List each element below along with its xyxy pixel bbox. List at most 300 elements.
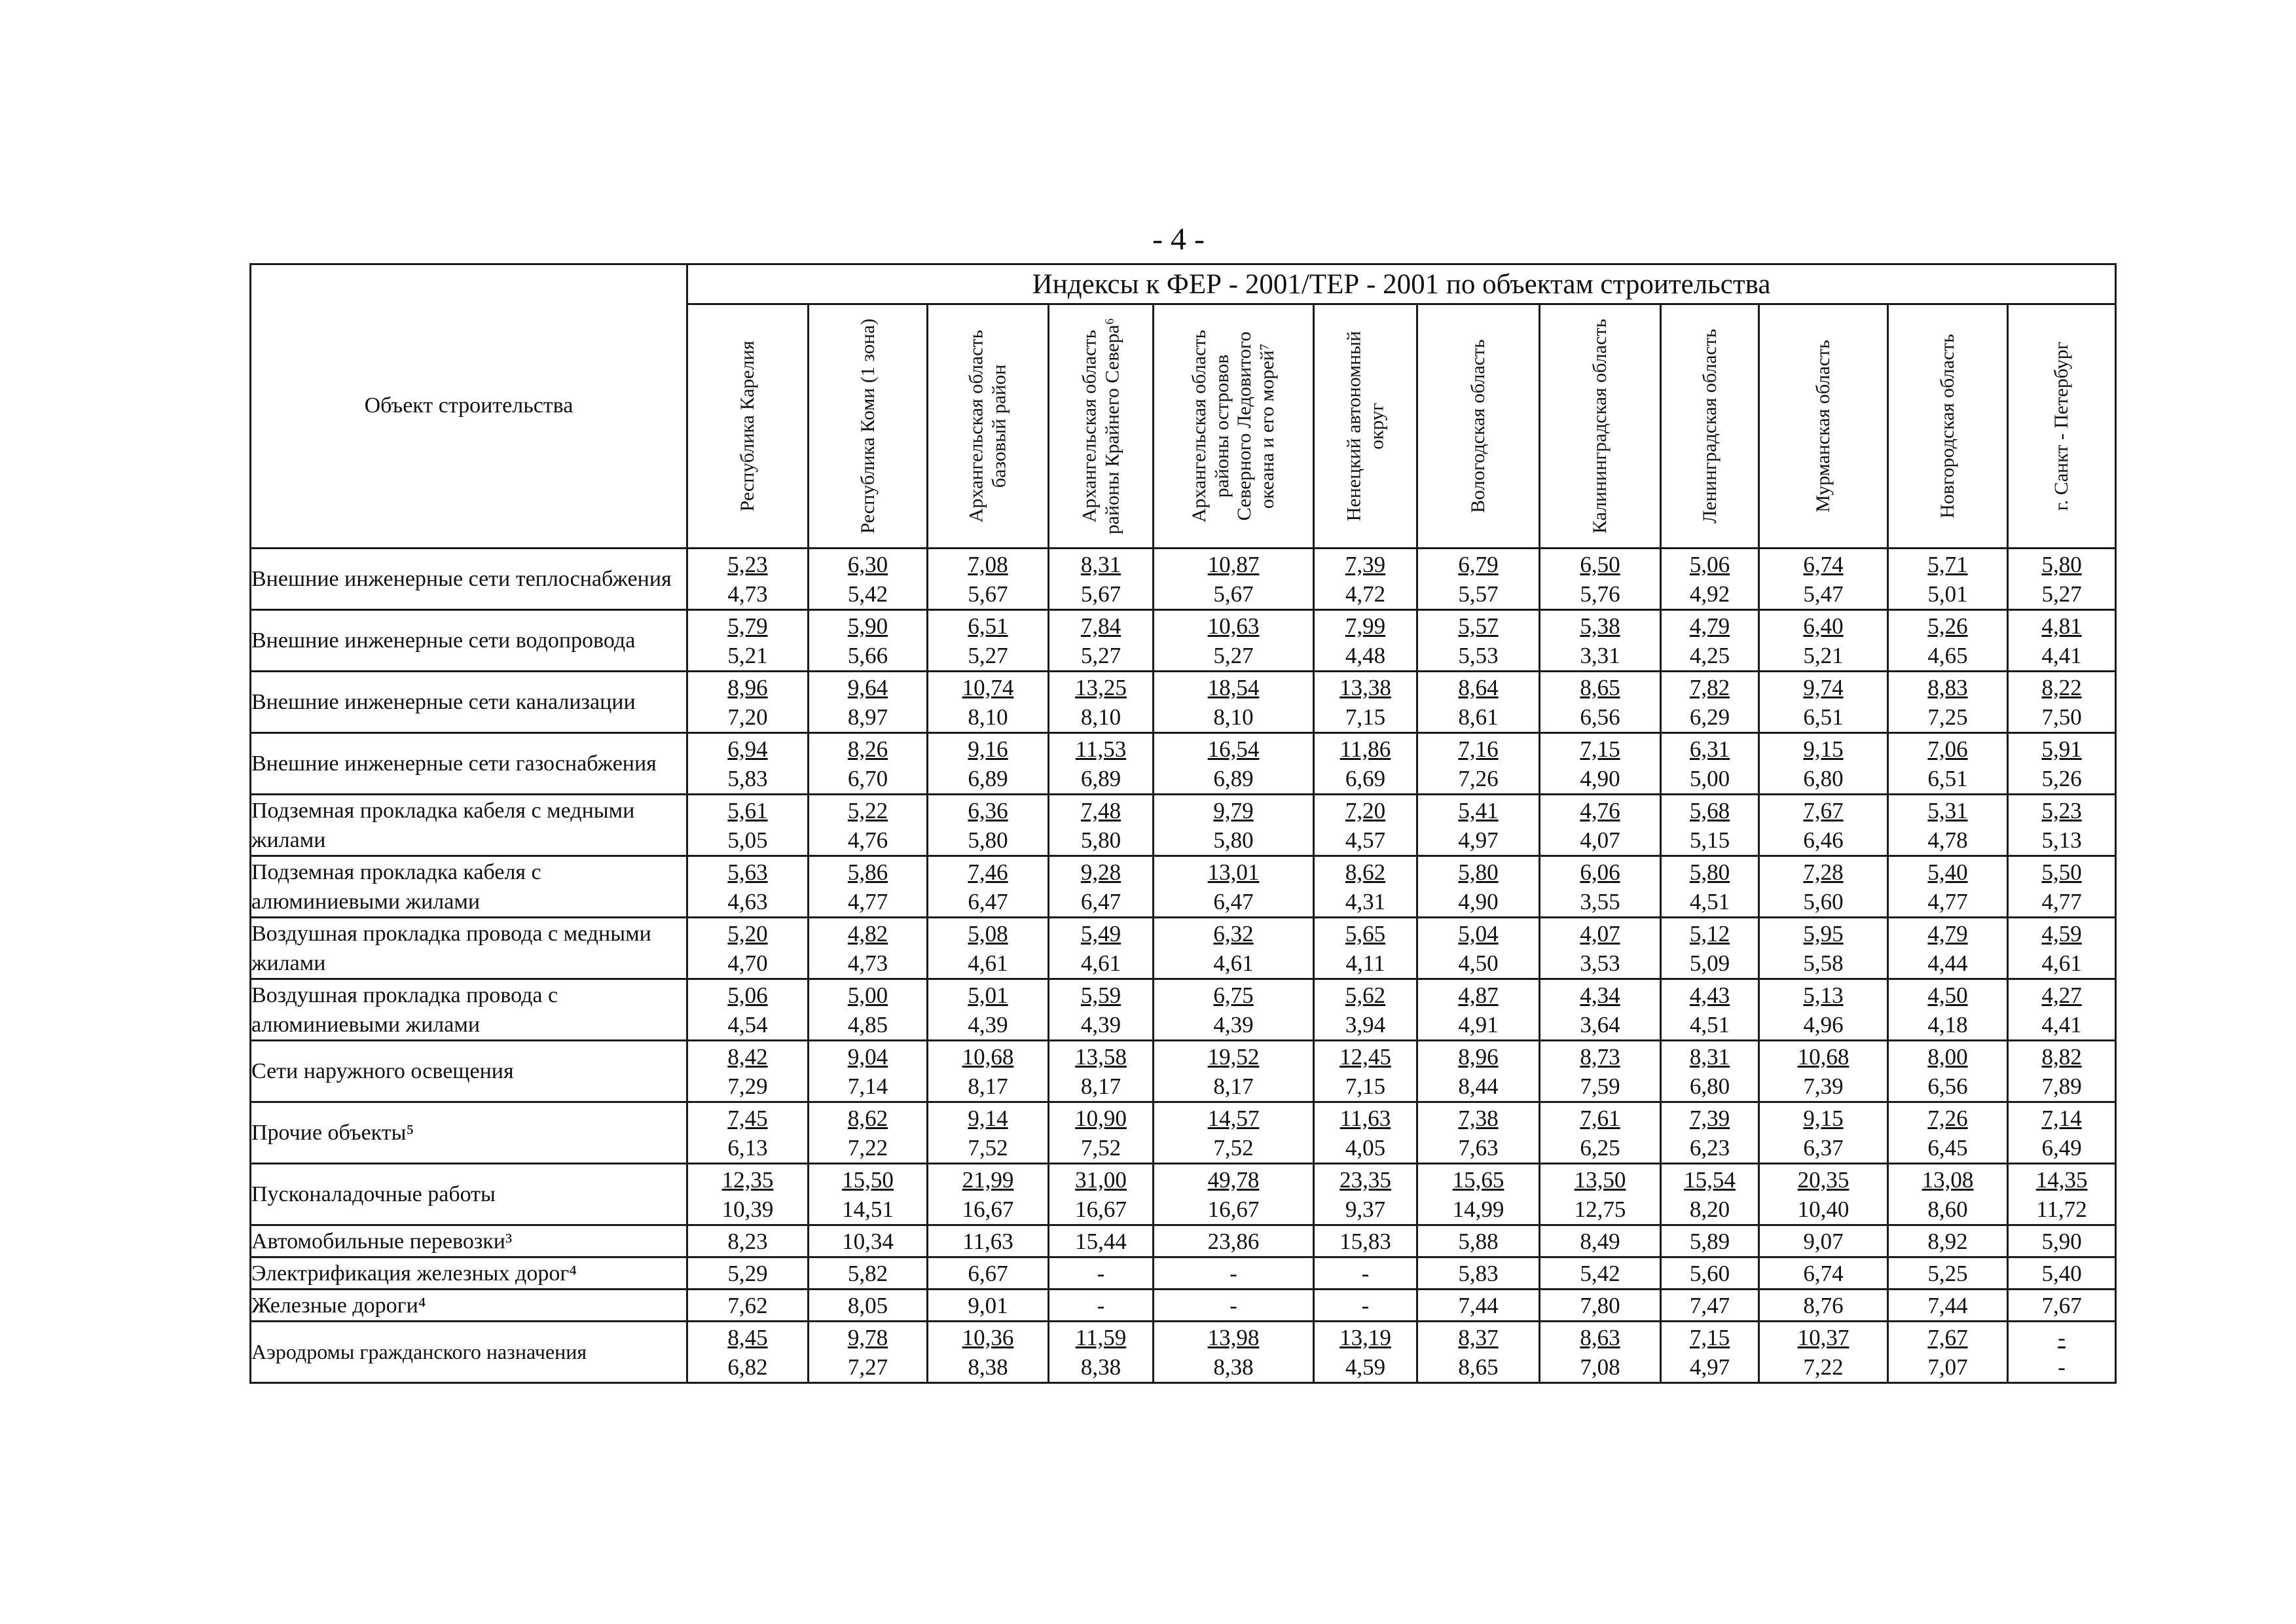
value: 5,40 — [2041, 1260, 2082, 1286]
value-cell — [1154, 918, 1314, 979]
value-top: 18,54 — [1207, 674, 1260, 700]
value-bottom: 4,65 — [1927, 642, 1968, 668]
value: 9,01 — [968, 1292, 1008, 1318]
value-top: 5,95 — [1803, 920, 1844, 947]
value-cell — [1888, 918, 2008, 979]
value-cell — [2008, 549, 2116, 610]
value-bottom: 4,72 — [1345, 581, 1386, 607]
value-top: 8,62 — [1345, 859, 1386, 885]
value-bottom: 14,99 — [1452, 1196, 1504, 1222]
value-top: 5,00 — [847, 982, 888, 1008]
value-bottom: 6,69 — [1345, 765, 1386, 791]
value-cell — [1759, 979, 1888, 1041]
value-bottom: 5,01 — [1927, 581, 1968, 607]
value-bottom: 5,67 — [1080, 581, 1121, 607]
value-cell — [1417, 1322, 1540, 1383]
value: 8,92 — [1927, 1228, 1968, 1254]
value-bottom: 5,27 — [968, 642, 1008, 668]
value-cell — [928, 1041, 1049, 1102]
value-cell — [1314, 856, 1417, 918]
value-bottom: 5,80 — [1213, 827, 1254, 853]
value-cell — [1661, 979, 1759, 1041]
region-header-label: Ненецкий автономный округ — [1343, 331, 1387, 522]
value-top: 7,67 — [1803, 797, 1844, 823]
value-top: 13,38 — [1339, 674, 1391, 700]
value-cell — [1759, 549, 1888, 610]
value-cell — [1154, 1102, 1314, 1164]
value-cell — [928, 672, 1049, 733]
value-top: 5,41 — [1458, 797, 1499, 823]
value-cell — [1759, 610, 1888, 672]
value-top: 7,08 — [968, 551, 1008, 577]
value-top: 8,31 — [1689, 1043, 1730, 1070]
value-cell — [1049, 1225, 1154, 1257]
row-label: Подземная прокладка кабеля с алюминиевыми жилами — [251, 856, 687, 918]
value-cell — [1888, 856, 2008, 918]
value-bottom: 8,10 — [1080, 704, 1121, 730]
value-bottom: 5,66 — [847, 642, 888, 668]
page-number: - 4 - — [1152, 222, 1205, 257]
value-cell — [1417, 795, 1540, 856]
value-bottom: 4,25 — [1689, 642, 1730, 668]
region-header-label: Архангельская область районы Крайнего Севера⁶ — [1078, 317, 1123, 535]
value-bottom: 7,52 — [1080, 1134, 1121, 1161]
value-top: 5,65 — [1345, 920, 1386, 947]
value-top: 5,80 — [1689, 859, 1730, 885]
value-bottom: 7,20 — [727, 704, 768, 730]
value-top: 5,57 — [1458, 613, 1499, 639]
value-top: 5,31 — [1927, 797, 1968, 823]
value-bottom: 6,56 — [1927, 1073, 1968, 1099]
value-cell — [1154, 610, 1314, 672]
value-top: 4,87 — [1458, 982, 1499, 1008]
value-bottom: 6,23 — [1689, 1134, 1730, 1161]
row-label: Внешние инженерные сети теплоснабжения — [251, 549, 687, 610]
value-cell — [1540, 733, 1661, 795]
value-cell — [1417, 1290, 1540, 1322]
value-top: 8,83 — [1927, 674, 1968, 700]
value-cell — [809, 795, 928, 856]
value: 7,44 — [1458, 1292, 1499, 1318]
value: - — [1361, 1260, 1370, 1286]
value-top: 10,74 — [962, 674, 1014, 700]
value-top: 6,32 — [1213, 920, 1254, 947]
value-cell — [2008, 672, 2116, 733]
value: 7,47 — [1689, 1292, 1730, 1318]
table-row — [251, 549, 2116, 610]
value-bottom: 4,73 — [847, 950, 888, 976]
value-cell — [928, 979, 1049, 1041]
value-top: 12,35 — [721, 1166, 774, 1193]
value-bottom: 5,26 — [2041, 765, 2082, 791]
value-cell — [809, 1290, 928, 1322]
value-cell — [2008, 1257, 2116, 1290]
value-bottom: 6,80 — [1803, 765, 1844, 791]
value-cell — [1049, 1164, 1154, 1225]
value-bottom: 4,05 — [1345, 1134, 1386, 1161]
value-top: 8,37 — [1458, 1324, 1499, 1350]
value-cell — [1888, 1041, 2008, 1102]
value-bottom: 7,29 — [727, 1073, 768, 1099]
table-row — [251, 1225, 2116, 1257]
value-top: 7,45 — [727, 1105, 768, 1131]
value-top: 8,45 — [727, 1324, 768, 1350]
value-top: 5,90 — [847, 613, 888, 639]
value-bottom: 6,13 — [727, 1134, 768, 1161]
value-bottom: 5,60 — [1803, 888, 1844, 914]
value-bottom: 4,70 — [727, 950, 768, 976]
value-cell — [1049, 979, 1154, 1041]
value-bottom: 8,38 — [1080, 1354, 1121, 1380]
value-top: 7,28 — [1803, 859, 1844, 885]
value-cell — [2008, 733, 2116, 795]
value: 23,86 — [1207, 1228, 1260, 1254]
value-top: 5,62 — [1345, 982, 1386, 1008]
value-cell — [1417, 979, 1540, 1041]
value-cell — [2008, 1322, 2116, 1383]
value-top: 10,68 — [962, 1043, 1014, 1070]
region-header-label: Архангельская область базовый район — [965, 329, 1010, 523]
value-bottom: 6,46 — [1803, 827, 1844, 853]
value-top: 5,61 — [727, 797, 768, 823]
value: 8,23 — [727, 1228, 768, 1254]
value-top: 21,99 — [962, 1166, 1014, 1193]
value-cell — [1661, 1322, 1759, 1383]
value-bottom: 5,42 — [847, 581, 888, 607]
value-top: 5,13 — [1803, 982, 1844, 1008]
value-top: 13,01 — [1207, 859, 1260, 885]
value-top: 9,79 — [1213, 797, 1254, 823]
value-top: 4,07 — [1580, 920, 1620, 947]
value-cell — [809, 1102, 928, 1164]
value-top: 10,87 — [1207, 551, 1260, 577]
value-bottom: 16,67 — [1075, 1196, 1127, 1222]
value-top: 8,62 — [847, 1105, 888, 1131]
value-top: 9,04 — [847, 1043, 888, 1070]
value-cell — [1314, 979, 1417, 1041]
row-label: Пусконаладочные работы — [251, 1164, 687, 1225]
value-cell — [1049, 918, 1154, 979]
value-cell — [687, 1225, 809, 1257]
value-bottom: 5,76 — [1580, 581, 1620, 607]
table-row — [251, 856, 2116, 918]
value-top: 5,79 — [727, 613, 768, 639]
row-label: Внешние инженерные сети канализации — [251, 672, 687, 733]
value-cell — [809, 610, 928, 672]
value-cell — [1049, 1102, 1154, 1164]
value-cell — [1154, 549, 1314, 610]
region-header-label: Новгородская область — [1936, 334, 1958, 518]
value-top: 4,79 — [1927, 920, 1968, 947]
value: 6,67 — [968, 1260, 1008, 1286]
value: 5,90 — [2041, 1228, 2082, 1254]
value-top: 7,14 — [2041, 1105, 2082, 1131]
value-top: 6,40 — [1803, 613, 1844, 639]
value-top: 5,91 — [2041, 736, 2082, 762]
value-cell — [1314, 1102, 1417, 1164]
value-cell — [687, 1290, 809, 1322]
value-cell — [809, 856, 928, 918]
value-cell — [1049, 733, 1154, 795]
value-top: 8,31 — [1080, 551, 1121, 577]
value-top: 7,39 — [1689, 1105, 1730, 1131]
value-bottom: 6,25 — [1580, 1134, 1620, 1161]
value-bottom: 6,29 — [1689, 704, 1730, 730]
value-top: 4,59 — [2041, 920, 2082, 947]
value-bottom: 11,72 — [2036, 1196, 2087, 1222]
value-top: 7,46 — [968, 859, 1008, 885]
value-bottom: 8,38 — [1213, 1354, 1254, 1380]
value-bottom: 4,51 — [1689, 888, 1730, 914]
value-top: 10,90 — [1075, 1105, 1127, 1131]
value-cell — [1888, 1257, 2008, 1290]
value-top: 20,35 — [1797, 1166, 1850, 1193]
region-header — [1661, 304, 1759, 549]
value-bottom: 10,39 — [721, 1196, 774, 1222]
table-row — [251, 1322, 2116, 1383]
value-cell — [1417, 1257, 1540, 1290]
table-row — [251, 1290, 2116, 1322]
value-bottom: 5,00 — [1689, 765, 1730, 791]
value-top: 5,08 — [968, 920, 1008, 947]
region-header-label: Архангельская область районы островов Северного Ледовитого океана и его морей⁷ — [1188, 329, 1278, 523]
region-header-label: Ленинградская область — [1698, 329, 1721, 524]
value-cell — [687, 733, 809, 795]
value-cell — [1540, 1225, 1661, 1257]
value-cell — [1759, 1041, 1888, 1102]
value-cell — [1759, 1290, 1888, 1322]
value-bottom: 4,61 — [968, 950, 1008, 976]
value-cell — [1417, 1225, 1540, 1257]
value-top: 13,25 — [1075, 674, 1127, 700]
value-cell — [1888, 672, 2008, 733]
value-top: 5,01 — [968, 982, 1008, 1008]
value-top: 6,94 — [727, 736, 768, 762]
value-bottom: 7,22 — [847, 1134, 888, 1161]
value-bottom: 6,47 — [1213, 888, 1254, 914]
value-top: 8,26 — [847, 736, 888, 762]
value-cell — [1540, 1257, 1661, 1290]
value-top: 9,15 — [1803, 736, 1844, 762]
value-cell — [809, 1041, 928, 1102]
value-bottom: 5,53 — [1458, 642, 1499, 668]
value-top: 4,81 — [2041, 613, 2082, 639]
value-top: 11,59 — [1075, 1324, 1127, 1350]
value-cell — [809, 979, 928, 1041]
value-bottom: 5,67 — [968, 581, 1008, 607]
region-header-label: Калининградская область — [1588, 318, 1611, 534]
value: 5,25 — [1927, 1260, 1968, 1286]
value: 15,44 — [1075, 1228, 1127, 1254]
value-cell — [1540, 1322, 1661, 1383]
row-label: Подземная прокладка кабеля с медными жилами — [251, 795, 687, 856]
value-bottom: 4,39 — [1213, 1011, 1254, 1038]
value-bottom: 5,21 — [1803, 642, 1844, 668]
value-cell — [1540, 672, 1661, 733]
value-top: 5,22 — [847, 797, 888, 823]
value: 8,49 — [1580, 1228, 1620, 1254]
value-top: 10,63 — [1207, 613, 1260, 639]
value-bottom: 3,64 — [1580, 1011, 1620, 1038]
value-cell — [1759, 856, 1888, 918]
value-cell — [1049, 1290, 1154, 1322]
region-header — [1759, 304, 1888, 549]
value-cell — [687, 979, 809, 1041]
value: 10,34 — [842, 1228, 894, 1254]
table-row — [251, 1102, 2116, 1164]
value-top: 7,39 — [1345, 551, 1386, 577]
value-top: 8,22 — [2041, 674, 2082, 700]
value-cell — [1314, 610, 1417, 672]
value-bottom: 7,89 — [2041, 1073, 2082, 1099]
value-bottom: 5,09 — [1689, 950, 1730, 976]
table-row — [251, 1164, 2116, 1225]
value-cell — [809, 549, 928, 610]
value-cell — [809, 918, 928, 979]
value: 11,63 — [962, 1228, 1013, 1254]
value-bottom: 4,77 — [847, 888, 888, 914]
value-cell — [1049, 549, 1154, 610]
value-top: 6,36 — [968, 797, 1008, 823]
region-header — [1154, 304, 1314, 549]
value-cell — [687, 918, 809, 979]
value-top: 6,50 — [1580, 551, 1620, 577]
value-bottom: 5,83 — [727, 765, 768, 791]
value-cell — [1417, 549, 1540, 610]
value-bottom: 6,89 — [1080, 765, 1121, 791]
value-cell — [687, 795, 809, 856]
value-cell — [928, 733, 1049, 795]
value-bottom: 8,10 — [968, 704, 1008, 730]
value-top: 9,16 — [968, 736, 1008, 762]
value-top: 6,31 — [1689, 736, 1730, 762]
value-bottom: 5,47 — [1803, 581, 1844, 607]
value-cell — [1661, 1257, 1759, 1290]
value-bottom: 4,07 — [1580, 827, 1620, 853]
value-bottom: 4,31 — [1345, 888, 1386, 914]
value-bottom: 4,51 — [1689, 1011, 1730, 1038]
value-cell — [1661, 1225, 1759, 1257]
value-cell — [1049, 856, 1154, 918]
value-top: 13,08 — [1922, 1166, 1974, 1193]
value-top: 5,80 — [1458, 859, 1499, 885]
value-cell — [1759, 1322, 1888, 1383]
value-bottom: 6,89 — [968, 765, 1008, 791]
region-header — [1417, 304, 1540, 549]
value-top: 5,04 — [1458, 920, 1499, 947]
value-bottom: 6,70 — [847, 765, 888, 791]
value-bottom: 4,50 — [1458, 950, 1499, 976]
value-bottom: 7,07 — [1927, 1354, 1968, 1380]
value-top: 5,06 — [1689, 551, 1730, 577]
value-top: 7,61 — [1580, 1105, 1620, 1131]
value-top: 5,71 — [1927, 551, 1968, 577]
value-bottom: 6,89 — [1213, 765, 1254, 791]
value-bottom: 8,10 — [1213, 704, 1254, 730]
value-cell — [809, 1257, 928, 1290]
value-bottom: 6,82 — [727, 1354, 768, 1380]
row-label: Прочие объекты⁵ — [251, 1102, 687, 1164]
value-bottom: 7,14 — [847, 1073, 888, 1099]
value-top: 11,53 — [1075, 736, 1127, 762]
value-cell — [687, 1041, 809, 1102]
value-cell — [1888, 610, 2008, 672]
value-top: 5,26 — [1927, 613, 1968, 639]
value-top: 8,63 — [1580, 1324, 1620, 1350]
value-bottom: 6,47 — [968, 888, 1008, 914]
value-bottom: 4,92 — [1689, 581, 1730, 607]
value-top: 7,16 — [1458, 736, 1499, 762]
value-bottom: 8,61 — [1458, 704, 1499, 730]
value-cell — [1154, 733, 1314, 795]
value-cell — [1540, 918, 1661, 979]
value: 6,74 — [1803, 1260, 1844, 1286]
value-cell — [1417, 1041, 1540, 1102]
value-top: 8,42 — [727, 1043, 768, 1070]
value-cell — [1540, 1041, 1661, 1102]
value: - — [1097, 1292, 1105, 1318]
value-top: 8,96 — [1458, 1043, 1499, 1070]
value: 7,44 — [1927, 1292, 1968, 1318]
value-bottom: 4,41 — [2041, 642, 2082, 668]
value-top: 4,50 — [1927, 982, 1968, 1008]
value-bottom: 4,96 — [1803, 1011, 1844, 1038]
table-row — [251, 918, 2116, 979]
region-header — [1888, 304, 2008, 549]
value: 5,88 — [1458, 1228, 1499, 1254]
value-cell — [1540, 1164, 1661, 1225]
value-cell — [1314, 1322, 1417, 1383]
value-cell — [2008, 1041, 2116, 1102]
value-cell — [1314, 1225, 1417, 1257]
value-bottom: 10,40 — [1797, 1196, 1850, 1222]
value-cell — [1888, 549, 2008, 610]
value-cell — [1888, 1225, 2008, 1257]
value-cell — [1540, 795, 1661, 856]
value-bottom: 6,56 — [1580, 704, 1620, 730]
value-bottom: 7,52 — [1213, 1134, 1254, 1161]
value-cell — [1049, 672, 1154, 733]
value-bottom: 7,39 — [1803, 1073, 1844, 1099]
value-cell — [809, 1225, 928, 1257]
table-row — [251, 979, 2116, 1041]
value: 5,89 — [1689, 1228, 1730, 1254]
value-bottom: 4,61 — [1213, 950, 1254, 976]
value-top: 7,67 — [1927, 1324, 1968, 1350]
value-top: 10,68 — [1797, 1043, 1850, 1070]
value-bottom: 5,15 — [1689, 827, 1730, 853]
value-top: 8,96 — [727, 674, 768, 700]
row-label: Внешние инженерные сети водопровода — [251, 610, 687, 672]
value-top: 5,23 — [727, 551, 768, 577]
row-label: Железные дороги⁴ — [251, 1290, 687, 1322]
value-bottom: 4,85 — [847, 1011, 888, 1038]
value-cell — [1661, 1102, 1759, 1164]
value-bottom: 7,08 — [1580, 1354, 1620, 1380]
value-cell — [1661, 610, 1759, 672]
value-top: 9,14 — [968, 1105, 1008, 1131]
value-bottom: 8,17 — [1213, 1073, 1254, 1099]
value-cell — [1154, 795, 1314, 856]
value-cell — [1049, 610, 1154, 672]
value-bottom: 7,26 — [1458, 765, 1499, 791]
value-cell — [2008, 1225, 2116, 1257]
value-cell — [1888, 1164, 2008, 1225]
value-cell — [1314, 672, 1417, 733]
value-top: 7,99 — [1345, 613, 1386, 639]
value: 15,83 — [1339, 1228, 1391, 1254]
value-cell — [1540, 1290, 1661, 1322]
